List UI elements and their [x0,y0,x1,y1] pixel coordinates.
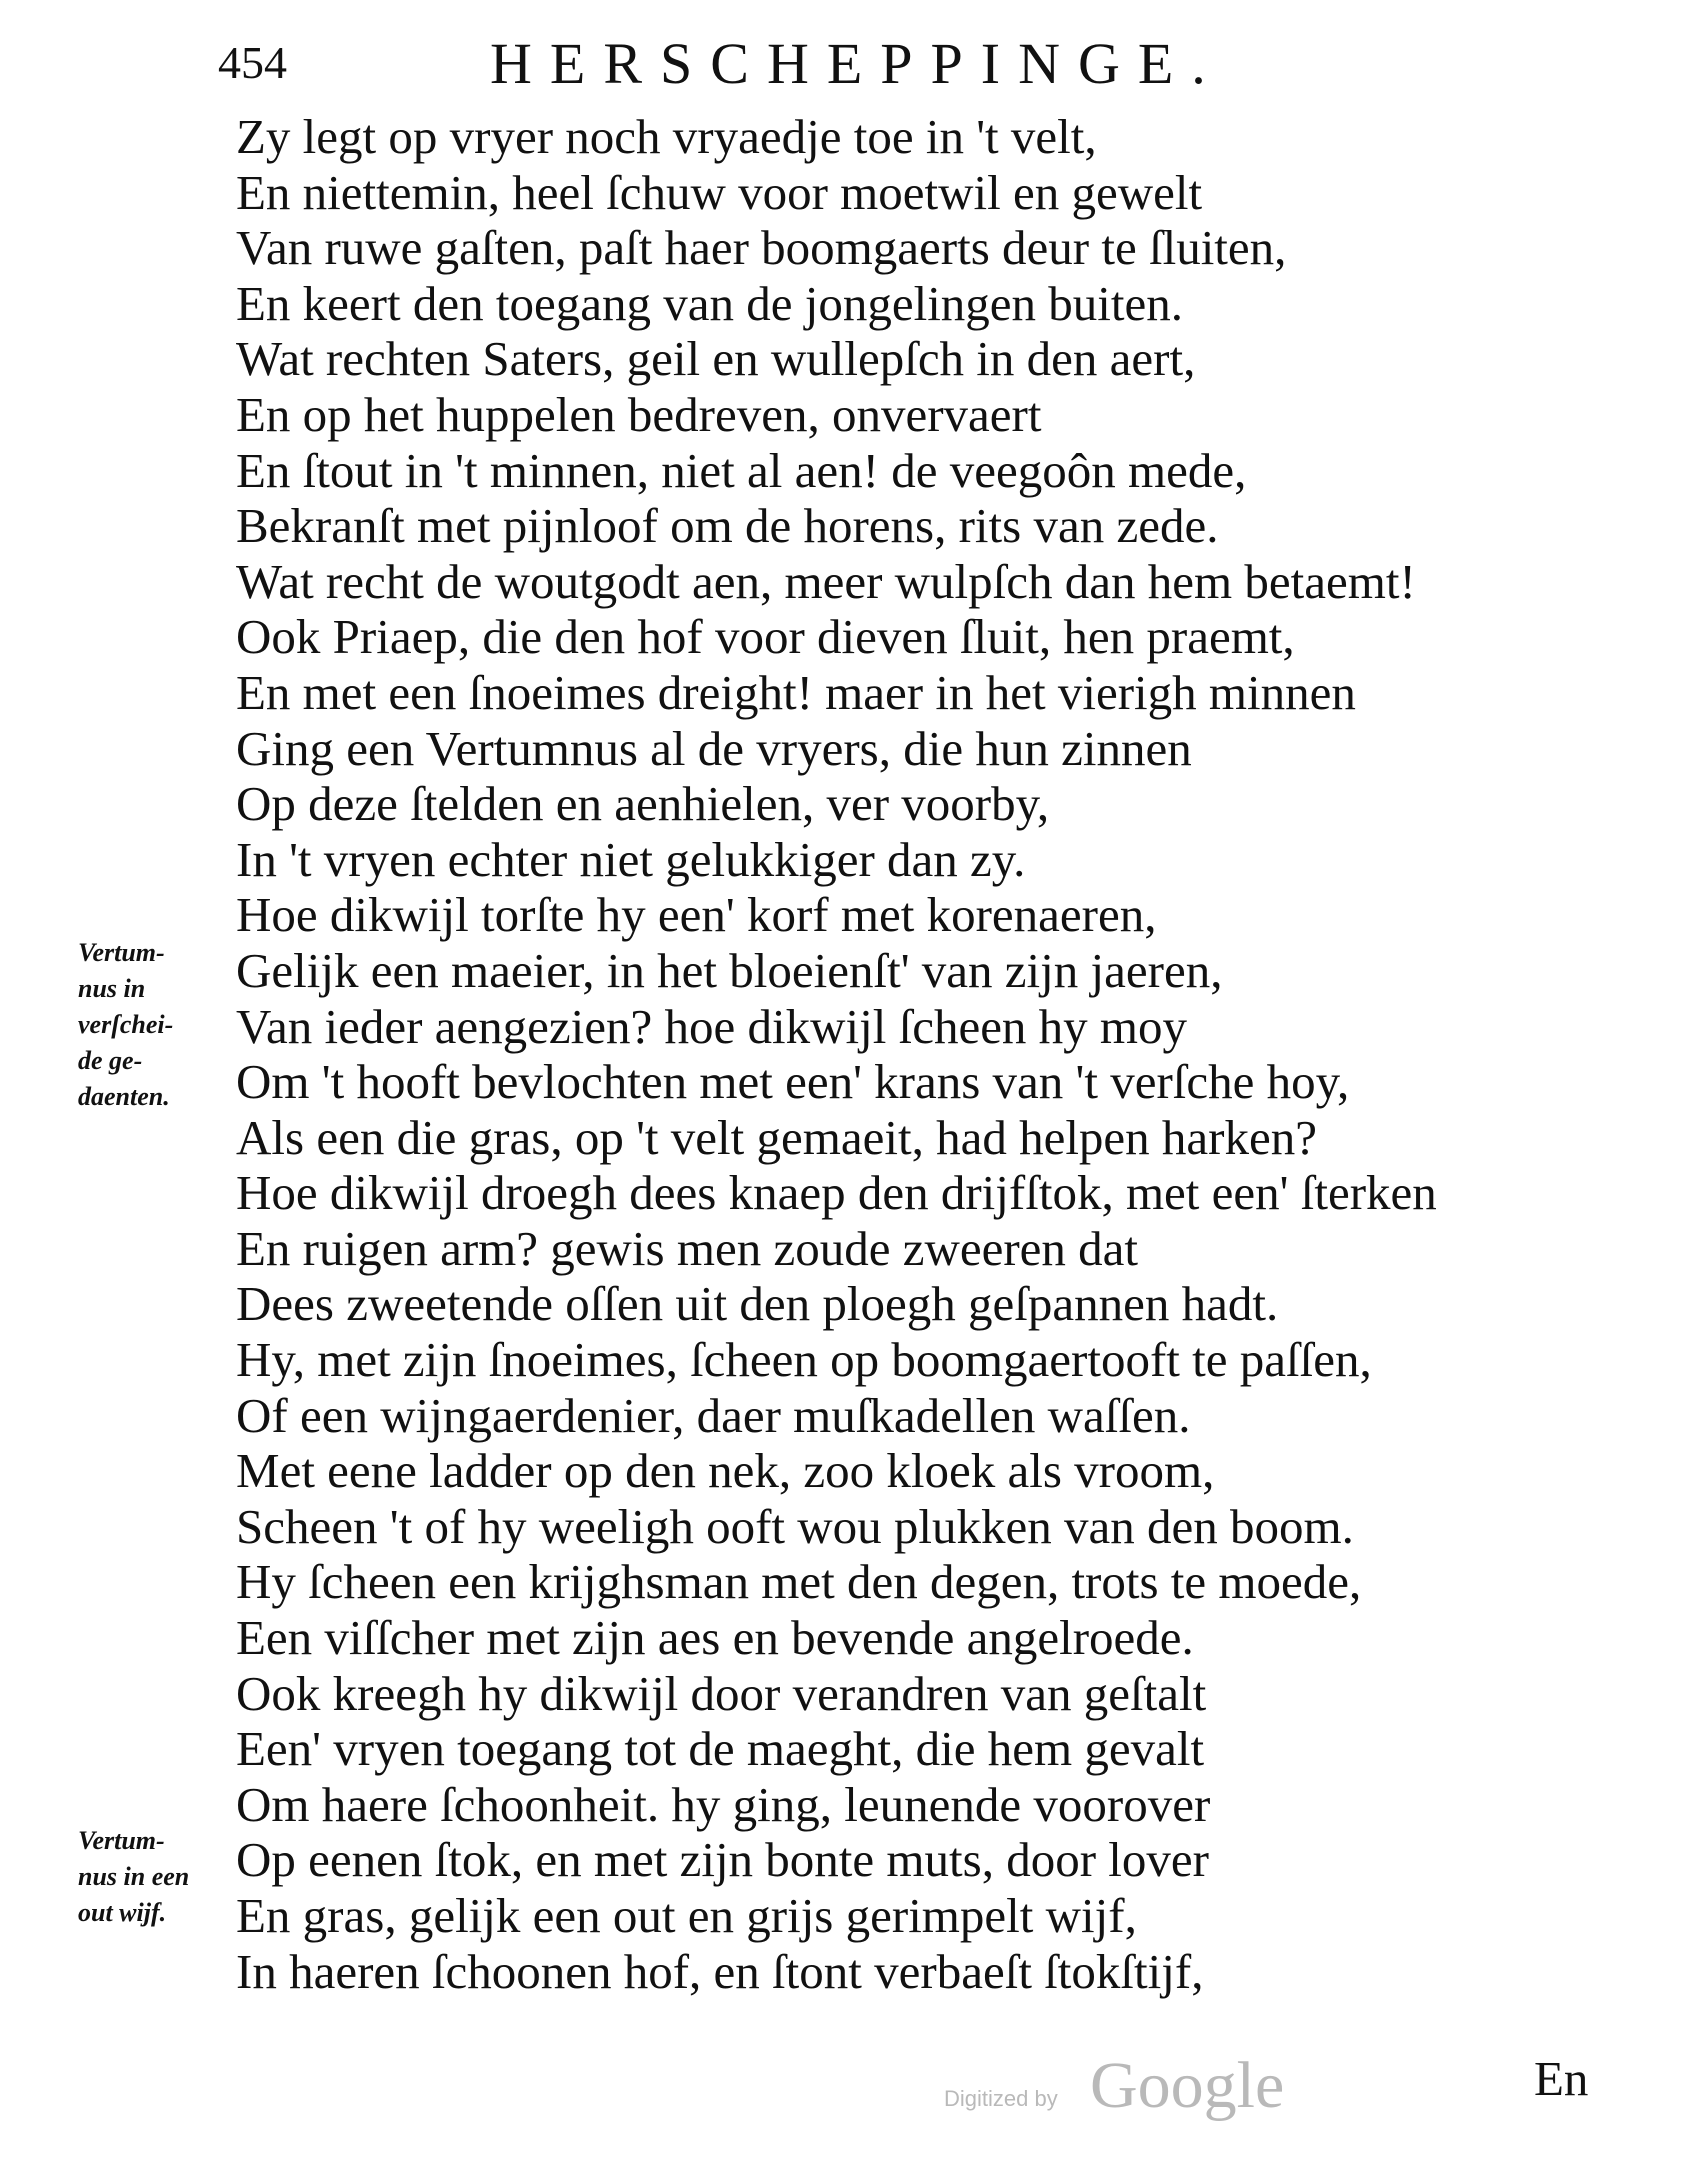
verse-line: En ſtout in 't minnen, niet al aen! de veegoôn mede, [236,442,1247,498]
catchword: En [1534,2051,1589,2106]
verse-line: Om haere ſchoonheit. hy ging, leunende voorover [236,1776,1211,1832]
margin-note-line: Vertum- [78,938,165,967]
verse-line: Een viſſcher met zijn aes en bevende angelroede. [236,1610,1194,1666]
margin-note-line: de ge- [78,1046,143,1075]
verse-line: En niettemin, heel ſchuw voor moetwil en gewelt [236,164,1203,220]
verse-line: Scheen 't of hy weeligh ooft wou plukken van den boom. [236,1498,1354,1554]
verse-line: Wat recht de woutgodt aen, meer wulpſch dan hem betaemt! [236,553,1416,609]
margin-note-vertumnus-old-woman [78,1823,228,1931]
verse-line: Dees zweetende oſſen uit den ploegh geſpannen hadt. [236,1276,1279,1332]
margin-note-vertumnus-shapes [78,935,228,1115]
verse-line: En op het huppelen bedreven, onvervaert [236,386,1042,442]
verse-line: En ruigen arm? gewis men zoude zweeren dat [236,1220,1139,1276]
verse-line: En keert den toegang van de jongelingen buiten. [236,275,1184,331]
verse-line: Bekranſt met pijnloof om de horens, rits van zede. [236,498,1219,554]
page-header [218,30,1358,100]
verse-line: Hoe dikwijl droegh dees knaep den drijfſtok, met een' ſterken [236,1165,1437,1221]
verse-line: Op eenen ſtok, en met zijn bonte muts, door lover [236,1832,1209,1888]
verse-line: Om 't hooft bevlochten met een' krans van 't verſche hoy, [236,1054,1350,1110]
verse-line: Ging een Vertumnus al de vryers, die hun zinnen [236,720,1192,776]
verse-line: Van ruwe gaſten, paſt haer boomgaerts deur te ſluiten, [236,220,1287,276]
verse-line: Hy ſcheen een krijghsman met den degen, trots te moede, [236,1554,1362,1610]
verse-body [236,108,1616,1998]
verse-line: Gelijk een maeier, in het bloeienſt' van zijn jaeren, [236,942,1223,998]
verse-line: Zy legt op vryer noch vryaedje toe in 't velt, [236,109,1097,164]
verse-line: Wat rechten Saters, geil en wullepſch in den aert, [236,331,1196,387]
margin-note-line: nus in [78,974,146,1003]
verse-line: Hy, met zijn ſnoeimes, ſcheen op boomgaertooft te paſſen, [236,1332,1372,1388]
margin-note-line: out wijf. [78,1898,167,1927]
verse-line: Een' vryen toegang tot de maeght, die hem gevalt [236,1721,1205,1777]
page-number: 454 [218,37,287,88]
verse-line: Op deze ſtelden en aenhielen, ver voorby, [236,776,1050,832]
verse-line: Of een wijngaerdenier, daer muſkadellen waſſen. [236,1387,1191,1443]
digitized-watermark [944,2048,1304,2128]
verse-line: In haeren ſchoonen hof, en ſtont verbaeſt ſtokſtijf, [236,1943,1204,1999]
verse-line: Ook Priaep, die den hof voor dieven ſluit, hen praemt, [236,609,1295,665]
verse-line: Met eene ladder op den nek, zoo kloek als vroom, [236,1443,1215,1499]
verse-line: Als een die gras, op 't velt gemaeit, had helpen harken? [236,1109,1317,1165]
verse-line: In 't vryen echter niet gelukkiger dan zy. [236,831,1026,887]
margin-note-line: nus in een [78,1862,190,1891]
margin-note-line: daenten. [78,1082,170,1111]
verse-line: Hoe dikwijl torſte hy een' korf met korenaeren, [236,887,1157,943]
verse-line: En gras, gelijk een out en grijs gerimpelt wijf, [236,1888,1137,1943]
verse-line: Van ieder aengezien? hoe dikwijl ſcheen hy moy [236,998,1188,1054]
margin-note-line: verſchei- [78,1010,174,1039]
verse-line: Ook kreegh hy dikwijl door verandren van geſtalt [236,1665,1207,1721]
running-head: HERSCHEPPINGE. [490,31,1224,96]
margin-note-line: Vertum- [78,1826,165,1855]
watermark-caption: Digitized by [944,2086,1058,2111]
watermark-logo: Google [1090,2049,1285,2122]
verse-line: En met een ſnoeimes dreight! maer in het vierigh minnen [236,664,1356,720]
